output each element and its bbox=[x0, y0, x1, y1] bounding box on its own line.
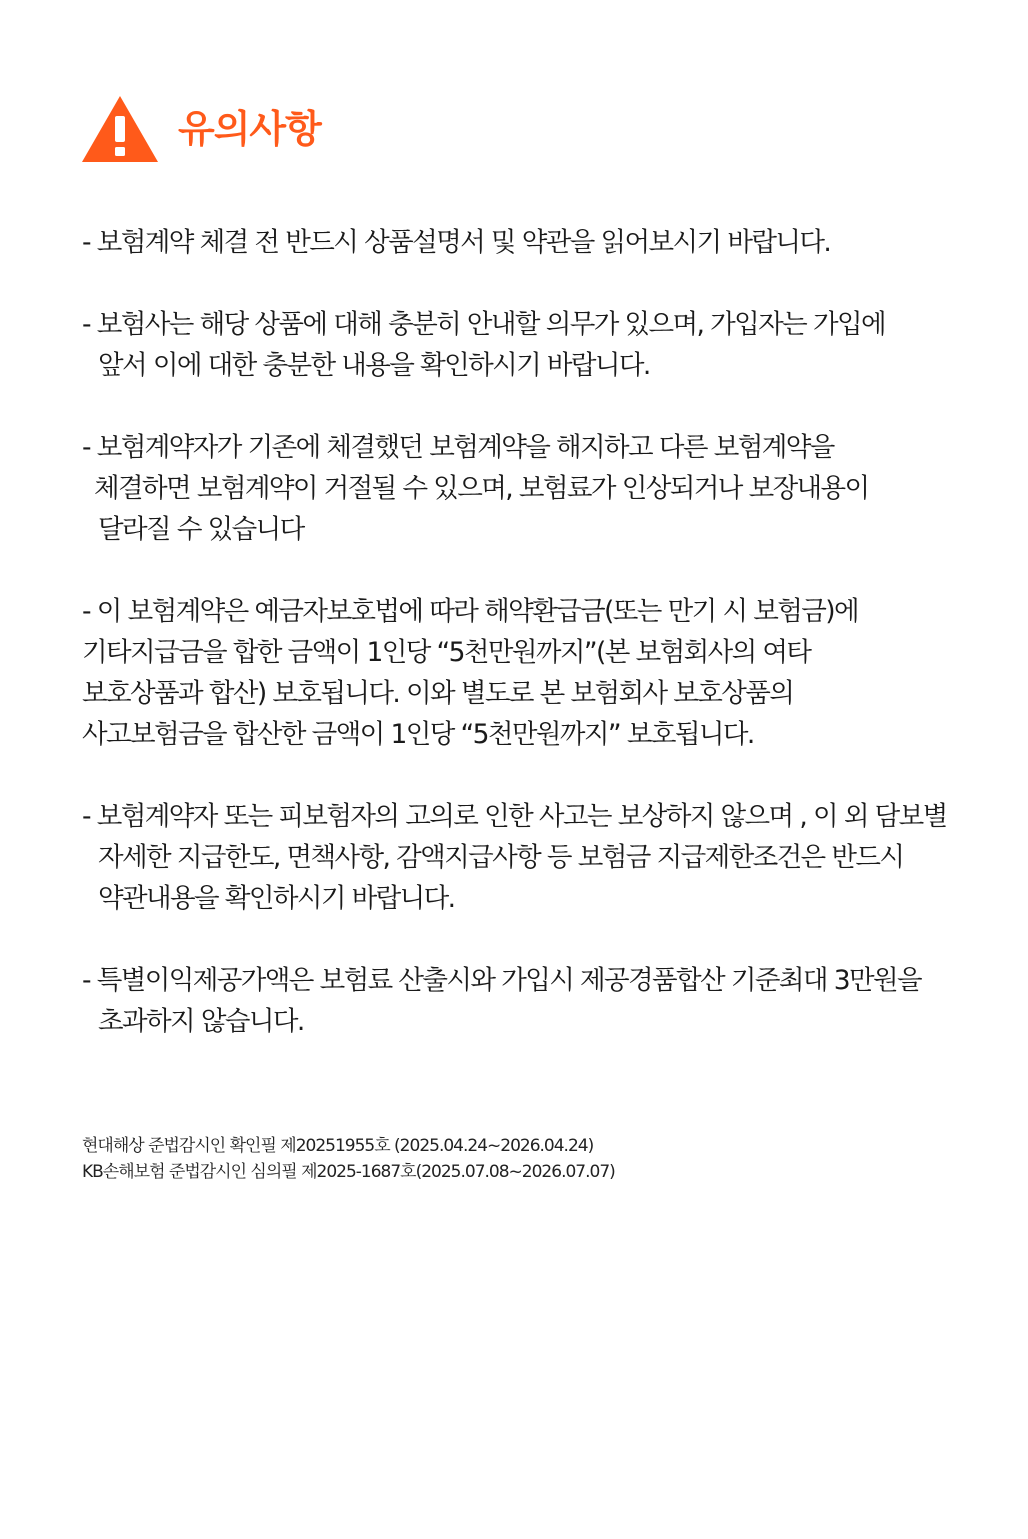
notice-item bbox=[82, 796, 1002, 919]
notice-line: 달라질 수 있습니다 bbox=[98, 514, 304, 545]
compliance-line: 현대해상 준법감시인 확인필 제20251955호 (2025.04.24~2026.04.24) bbox=[82, 1136, 594, 1156]
notice-line: 체결하면 보험계약이 거절될 수 있으며, 보험료가 인상되거나 보장내용이 bbox=[94, 473, 869, 504]
page-title: 유의사항 bbox=[178, 107, 321, 151]
notice-line: - 보험계약자 또는 피보험자의 고의로 인한 사고는 보상하지 않으며 , 이 외 담보별 bbox=[82, 801, 947, 832]
warning-triangle-icon bbox=[82, 96, 158, 162]
notice-line: 앞서 이에 대한 충분한 내용을 확인하시기 바랍니다. bbox=[98, 350, 650, 381]
notice-header bbox=[82, 96, 321, 162]
notice-item bbox=[82, 427, 1002, 550]
notice-list bbox=[82, 222, 1002, 1083]
notice-line: 보호상품과 합산) 보호됩니다. 이와 별도로 본 보험회사 보호상품의 bbox=[82, 678, 794, 709]
notice-item bbox=[82, 304, 1002, 386]
notice-line: 기타지급금을 합한 금액이 1인당 “5천만원까지”(본 보험회사의 여타 bbox=[82, 637, 811, 668]
notice-line: 자세한 지급한도, 면책사항, 감액지급사항 등 보험금 지급제한조건은 반드시 bbox=[98, 842, 904, 873]
notice-line: 초과하지 않습니다. bbox=[98, 1006, 304, 1037]
notice-item bbox=[82, 591, 1002, 755]
notice-line: - 이 보험계약은 예금자보호법에 따라 해약환급금(또는 만기 시 보험금)에 bbox=[82, 596, 858, 627]
notice-line: 약관내용을 확인하시기 바랍니다. bbox=[98, 883, 455, 914]
compliance-line: KB손해보험 준법감시인 심의필 제2025-1687호(2025.07.08~2026.07.07) bbox=[82, 1162, 615, 1182]
compliance-footer bbox=[82, 1133, 982, 1185]
notice-line: - 보험사는 해당 상품에 대해 충분히 안내할 의무가 있으며, 가입자는 가입에 bbox=[82, 309, 885, 340]
notice-line: - 보험계약 체결 전 반드시 상품설명서 및 약관을 읽어보시기 바랍니다. bbox=[82, 227, 831, 258]
notice-line: - 보험계약자가 기존에 체결했던 보험계약을 해지하고 다른 보험계약을 bbox=[82, 432, 834, 463]
notice-line: 사고보험금을 합산한 금액이 1인당 “5천만원까지” 보호됩니다. bbox=[82, 719, 754, 750]
notice-item bbox=[82, 222, 1002, 263]
notice-line: - 특별이익제공가액은 보험료 산출시와 가입시 제공경품합산 기준최대 3만원을 bbox=[82, 965, 921, 996]
notice-item bbox=[82, 960, 1002, 1042]
